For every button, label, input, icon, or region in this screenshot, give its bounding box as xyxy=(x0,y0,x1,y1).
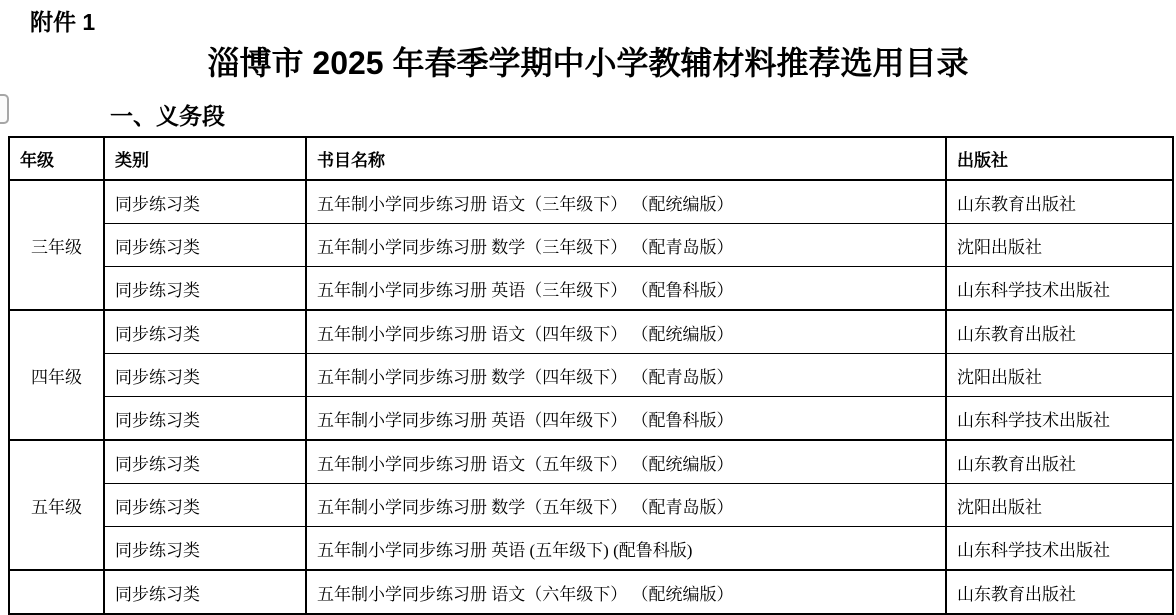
book-cell: 五年制小学同步练习册 语文（六年级下） （配统编版） xyxy=(306,570,946,614)
publisher-cell: 沈阳出版社 xyxy=(946,484,1173,527)
grade-cell: 五年级 xyxy=(9,440,104,570)
grade-cell xyxy=(9,570,104,614)
section-heading: 一、义务段 xyxy=(110,103,225,129)
publisher-cell: 山东科学技术出版社 xyxy=(946,267,1173,311)
window-edge-artifact xyxy=(0,94,9,124)
table-row xyxy=(9,527,1173,571)
publisher-cell: 沈阳出版社 xyxy=(946,224,1173,267)
book-cell: 五年制小学同步练习册 英语 (五年级下) (配鲁科版) xyxy=(306,527,946,571)
publisher-cell: 山东教育出版社 xyxy=(946,570,1173,614)
category-cell: 同步练习类 xyxy=(104,224,306,267)
publisher-cell: 沈阳出版社 xyxy=(946,354,1173,397)
header-grade: 年级 xyxy=(9,137,104,180)
catalog-table xyxy=(8,136,1174,615)
category-cell: 同步练习类 xyxy=(104,310,306,354)
book-cell: 五年制小学同步练习册 英语（四年级下） （配鲁科版） xyxy=(306,397,946,441)
category-cell: 同步练习类 xyxy=(104,267,306,311)
header-book: 书目名称 xyxy=(306,137,946,180)
page-title: 淄博市 2025 年春季学期中小学教辅材料推荐选用目录 xyxy=(207,45,969,81)
table-row xyxy=(9,180,1173,224)
book-cell: 五年制小学同步练习册 语文（三年级下） （配统编版） xyxy=(306,180,946,224)
table-row xyxy=(9,484,1173,527)
category-cell: 同步练习类 xyxy=(104,570,306,614)
publisher-cell: 山东教育出版社 xyxy=(946,180,1173,224)
book-cell: 五年制小学同步练习册 数学（三年级下） （配青岛版） xyxy=(306,224,946,267)
category-cell: 同步练习类 xyxy=(104,397,306,441)
book-cell: 五年制小学同步练习册 语文（五年级下） （配统编版） xyxy=(306,440,946,484)
category-cell: 同步练习类 xyxy=(104,440,306,484)
table-row-partial xyxy=(9,570,1173,614)
grade-cell: 三年级 xyxy=(9,180,104,310)
category-cell: 同步练习类 xyxy=(104,354,306,397)
category-cell: 同步练习类 xyxy=(104,484,306,527)
header-publisher: 出版社 xyxy=(946,137,1173,180)
publisher-cell: 山东科学技术出版社 xyxy=(946,397,1173,441)
publisher-cell: 山东教育出版社 xyxy=(946,310,1173,354)
table-row xyxy=(9,354,1173,397)
header-category: 类别 xyxy=(104,137,306,180)
book-cell: 五年制小学同步练习册 语文（四年级下） （配统编版） xyxy=(306,310,946,354)
category-cell: 同步练习类 xyxy=(104,527,306,571)
table-row xyxy=(9,267,1173,311)
table-row xyxy=(9,310,1173,354)
table-row xyxy=(9,224,1173,267)
publisher-cell: 山东教育出版社 xyxy=(946,440,1173,484)
table-row xyxy=(9,397,1173,441)
publisher-cell: 山东科学技术出版社 xyxy=(946,527,1173,571)
grade-cell: 四年级 xyxy=(9,310,104,440)
table-row xyxy=(9,440,1173,484)
attachment-label: 附件 1 xyxy=(30,9,96,35)
table-header-row xyxy=(9,137,1173,180)
book-cell: 五年制小学同步练习册 英语（三年级下） （配鲁科版） xyxy=(306,267,946,311)
book-cell: 五年制小学同步练习册 数学（五年级下） （配青岛版） xyxy=(306,484,946,527)
category-cell: 同步练习类 xyxy=(104,180,306,224)
book-cell: 五年制小学同步练习册 数学（四年级下） （配青岛版） xyxy=(306,354,946,397)
